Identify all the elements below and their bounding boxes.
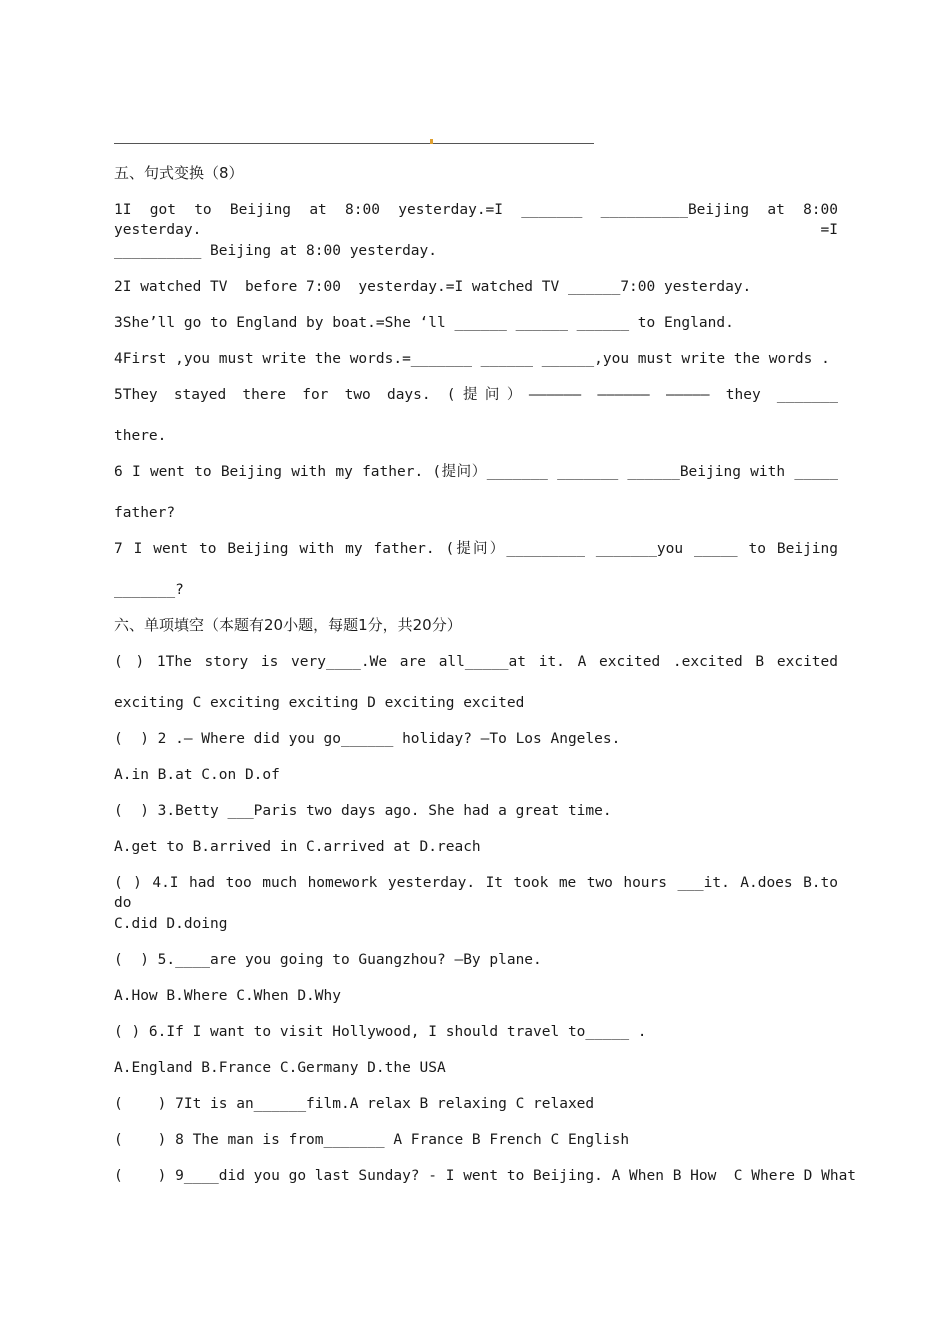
s5-line-8: 6 I went to Beijing with my father. (提问）_______ _______ ______Beijing with _____ [114, 464, 838, 480]
s6-line-1: ( ) 1The story is very____.We are all_____at it. A excited .excited B excited [114, 654, 838, 670]
s6-line-6: A.get to B.arrived in C.arrived at D.reach [114, 839, 481, 855]
s6-line-9: ( ) 5.____are you going to Guangzhou? —By plane. [114, 952, 542, 968]
s5-line-11: _______? [114, 582, 184, 598]
s6-line-10: A.How B.Where C.When D.Why [114, 988, 341, 1004]
s5-line-5: 4First ,you must write the words.=_______ ______ ______,you must write the words . [114, 351, 830, 367]
s6-line-4: A.in B.at C.on D.of [114, 767, 280, 783]
s5-line-9: father? [114, 505, 176, 521]
rule-mark [430, 139, 433, 144]
s5-line-2: __________ Beijing at 8:00 yesterday. [114, 243, 438, 259]
top-rule [114, 143, 594, 144]
section5-heading: 五、句式变换（8） [114, 164, 244, 182]
s5-line-6: 5They stayed there for two days. (提问）—————— —————— ————— they _______ [114, 387, 838, 403]
s5-line-4: 3She’ll go to England by boat.=She ‘ll ______ ______ ______ to England. [114, 315, 734, 331]
s5-line-10: 7 I went to Beijing with my father. (提问）_________ _______you _____ to Beijing [114, 541, 838, 557]
s6-line-14: ( ) 8 The man is from_______ A France B French C English [114, 1132, 630, 1148]
s6-line-3: ( ) 2 .— Where did you go______ holiday? —To Los Angeles. [114, 731, 621, 747]
s6-line-15: ( ) 9____did you go last Sunday? - I went to Beijing. A When B How C Where D What [114, 1168, 857, 1184]
s6-line-8: C.did D.doing [114, 916, 228, 932]
s5-line-7: there. [114, 428, 167, 444]
s6-line-13: ( ) 7It is an______film.A relax B relaxing C relaxed [114, 1096, 595, 1112]
s6-line-12: A.England B.France C.Germany D.the USA [114, 1060, 446, 1076]
s5-line-1: 1I got to Beijing at 8:00 yesterday.=I _______ __________Beijing at 8:00 yesterday. =I [114, 202, 838, 238]
s6-line-7: ( ) 4.I had too much homework yesterday. It took me two hours ___it. A.does B.to do [114, 875, 838, 911]
s6-line-11: ( ) 6.If I want to visit Hollywood, I should travel to_____ . [114, 1024, 647, 1040]
s6-line-5: ( ) 3.Betty ___Paris two days ago. She had a great time. [114, 803, 612, 819]
section6-heading: 六、单项填空（本题有20小题，每题1分，共20分） [114, 616, 462, 634]
s5-line-3: 2I watched TV before 7:00 yesterday.=I watched TV ______7:00 yesterday. [114, 279, 752, 295]
s6-line-2: exciting C exciting exciting D exciting excited [114, 695, 525, 711]
